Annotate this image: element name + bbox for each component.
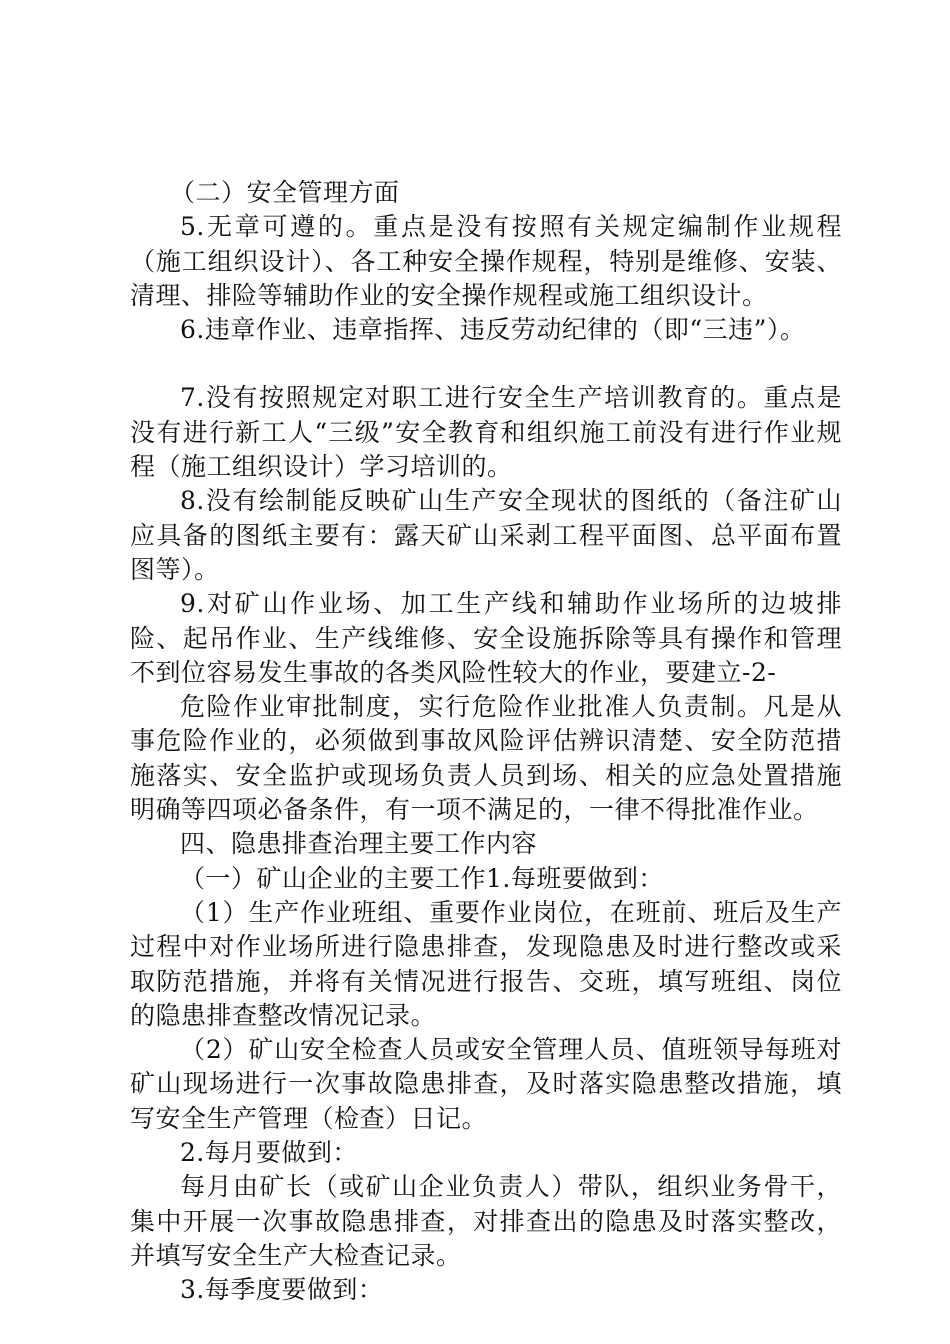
paragraph-hazardous-work-approval: 危险作业审批制度，实行危险作业批准人负责制。凡是从事危险作业的，必须做到事故风险评估辨识清楚、安全防范措施落实、安全监护或现场负责人员到场、相关的应急处置措施明确等四项必备条件，有一项不满足的，一律不得批准作业。: [130, 692, 842, 825]
section-heading-hazard-investigation: 四、隐患排查治理主要工作内容: [180, 829, 538, 859]
paragraph-item-9: 9.对矿山作业场、加工生产线和辅助作业场所的边坡排险、起吊作业、生产线维修、安全设施拆除等具有操作和管理不到位容易发生事故的各类风险性较大的作业，要建立-2-: [130, 589, 842, 687]
paragraph-item-shift-1: （1）生产作业班组、重要作业岗位，在班前、班后及生产过程中对作业场所进行隐患排查，发现隐患及时进行整改或采取防范措施，并将有关情况进行报告、交班，填写班组、岗位的隐患排查整改情况记录。: [130, 897, 842, 1030]
section-heading-safety-management: （二）安全管理方面: [170, 178, 400, 207]
document-body: [130, 176, 842, 1308]
paragraph-monthly: 每月由矿长（或矿山企业负责人）带队，组织业务骨干，集中开展一次事故隐患排查，对排查出的隐患及时落实整改，并填写安全生产大检查记录。: [130, 1172, 842, 1270]
paragraph-item-6: 6.违章作业、违章指挥、违反劳动纪律的（即“三违”）。: [180, 315, 806, 345]
subsection-heading-mine-enterprise: （一）矿山企业的主要工作1.每班要做到：: [180, 863, 664, 893]
paragraph-item-5: 5.无章可遵的。重点是没有按照有关规定编制作业规程（施工组织设计）、各工种安全操作规程，特别是维修、安装、清理、排险等辅助作业的安全操作规程或施工组织设计。: [130, 212, 842, 310]
heading-monthly: 2.每月要做到：: [180, 1138, 358, 1168]
paragraph-item-8: 8.没有绘制能反映矿山生产安全现状的图纸的（备注矿山应具备的图纸主要有：露天矿山采剥工程平面图、总平面布置图等）。: [130, 486, 842, 584]
heading-quarterly: 3.每季度要做到：: [180, 1275, 384, 1305]
paragraph-item-7: 7.没有按照规定对职工进行安全生产培训教育的。重点是没有进行新工人“三级”安全教育和组织施工前没有进行作业规程（施工组织设计）学习培训的。: [130, 383, 842, 482]
paragraph-item-shift-2: （2）矿山安全检查人员或安全管理人员、值班领导每班对矿山现场进行一次事故隐患排查，及时落实隐患整改措施，填写安全生产管理（检查）日记。: [130, 1035, 842, 1133]
